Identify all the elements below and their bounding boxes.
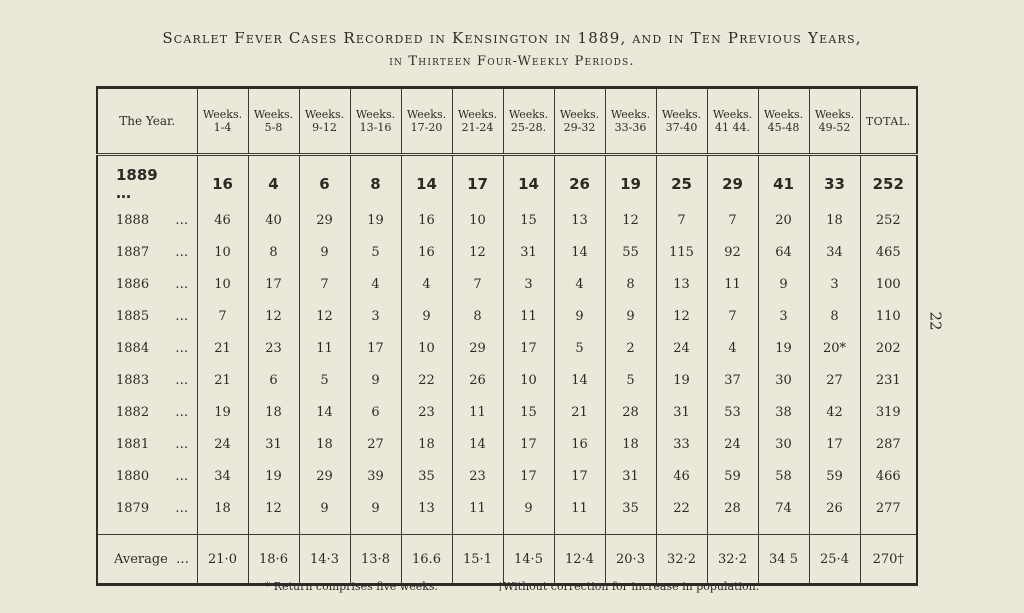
value-cell: 19 <box>350 204 401 236</box>
value-cell: 19 <box>197 396 248 428</box>
value-cell: 17 <box>554 460 605 492</box>
value-cell: 10 <box>452 204 503 236</box>
value-cell: 16 <box>197 155 248 205</box>
leader-dots: … <box>171 551 190 567</box>
header-period <box>248 88 299 155</box>
value-cell: 4 <box>350 268 401 300</box>
year-label: 1888 <box>116 212 150 228</box>
table-row <box>97 396 917 428</box>
value-cell: 37 <box>707 364 758 396</box>
header-period-range: 1-4 <box>213 121 232 134</box>
value-cell: 4 <box>248 155 299 205</box>
value-cell: 31 <box>503 236 554 268</box>
value-cell: 15·1 <box>452 535 503 585</box>
value-cell: 14 <box>554 236 605 268</box>
value-cell: 11 <box>707 268 758 300</box>
value-cell: 17 <box>809 428 860 460</box>
header-period-range: 33-36 <box>614 121 647 134</box>
value-cell: 4 <box>401 268 452 300</box>
value-cell: 53 <box>707 396 758 428</box>
value-cell: 17 <box>503 460 554 492</box>
table-row <box>97 204 917 236</box>
total-cell: 277 <box>860 492 917 535</box>
value-cell: 8 <box>809 300 860 332</box>
table-row <box>97 300 917 332</box>
value-cell: 8 <box>350 155 401 205</box>
year-cell <box>97 396 197 428</box>
value-cell: 74 <box>758 492 809 535</box>
value-cell: 12 <box>248 492 299 535</box>
table-title: Scarlet Fever Cases Recorded in Kensington in 1889, and in Ten Previous Years, <box>162 29 862 47</box>
value-cell: 38 <box>758 396 809 428</box>
total-cell: 252 <box>860 155 917 205</box>
value-cell: 29 <box>452 332 503 364</box>
year-label: 1886 <box>116 276 150 292</box>
year-cell <box>97 204 197 236</box>
year-cell <box>97 268 197 300</box>
leader-dots: … <box>171 308 189 324</box>
value-cell: 12 <box>605 204 656 236</box>
total-cell: 466 <box>860 460 917 492</box>
value-cell: 9 <box>605 300 656 332</box>
header-total: TOTAL. <box>860 88 917 155</box>
value-cell: 9 <box>299 492 350 535</box>
header-weeks-label: Weeks. <box>814 108 855 121</box>
leader-dots: … <box>171 404 189 420</box>
header-period-range: 13-16 <box>359 121 392 134</box>
header-period-range: 49-52 <box>818 121 851 134</box>
leader-dots: … <box>171 276 189 292</box>
value-cell: 46 <box>197 204 248 236</box>
value-cell: 21 <box>554 396 605 428</box>
value-cell: 20 <box>758 204 809 236</box>
value-cell: 31 <box>656 396 707 428</box>
value-cell: 30 <box>758 364 809 396</box>
value-cell: 12 <box>656 300 707 332</box>
value-cell: 23 <box>452 460 503 492</box>
value-cell: 29 <box>299 204 350 236</box>
header-period <box>503 88 554 155</box>
value-cell: 24 <box>197 428 248 460</box>
table-subtitle: in Thirteen Four-Weekly Periods. <box>389 54 635 69</box>
leader-dots: … <box>171 212 189 228</box>
header-weeks-label: Weeks. <box>559 108 600 121</box>
average-row <box>97 535 917 585</box>
table-row <box>97 428 917 460</box>
value-cell: 10 <box>197 268 248 300</box>
value-cell: 40 <box>248 204 299 236</box>
table-row <box>97 268 917 300</box>
year-cell <box>97 236 197 268</box>
value-cell: 17 <box>503 428 554 460</box>
header-period <box>605 88 656 155</box>
value-cell: 42 <box>809 396 860 428</box>
value-cell: 18 <box>605 428 656 460</box>
total-cell: 270† <box>860 535 917 585</box>
value-cell: 25·4 <box>809 535 860 585</box>
value-cell: 55 <box>605 236 656 268</box>
value-cell: 11 <box>554 492 605 535</box>
value-cell: 5 <box>299 364 350 396</box>
total-cell: 100 <box>860 268 917 300</box>
value-cell: 6 <box>299 155 350 205</box>
value-cell: 41 <box>758 155 809 205</box>
value-cell: 12·4 <box>554 535 605 585</box>
value-cell: 17 <box>350 332 401 364</box>
value-cell: 15 <box>503 396 554 428</box>
leader-dots: … <box>171 244 189 260</box>
total-cell: 110 <box>860 300 917 332</box>
value-cell: 33 <box>809 155 860 205</box>
year-cell <box>97 364 197 396</box>
header-period-range: 29-32 <box>563 121 596 134</box>
header-period-range: 41 44. <box>715 121 750 134</box>
value-cell: 13 <box>656 268 707 300</box>
value-cell: 26 <box>452 364 503 396</box>
value-cell: 32·2 <box>656 535 707 585</box>
header-weeks-label: Weeks. <box>202 108 243 121</box>
total-cell: 202 <box>860 332 917 364</box>
value-cell: 16 <box>554 428 605 460</box>
header-period <box>656 88 707 155</box>
value-cell: 16.6 <box>401 535 452 585</box>
value-cell: 18 <box>197 492 248 535</box>
value-cell: 3 <box>503 268 554 300</box>
value-cell: 13·8 <box>350 535 401 585</box>
header-weeks-label: Weeks. <box>253 108 294 121</box>
value-cell: 7 <box>299 268 350 300</box>
value-cell: 27 <box>809 364 860 396</box>
header-weeks-label: Weeks. <box>304 108 345 121</box>
value-cell: 28 <box>605 396 656 428</box>
value-cell: 17 <box>503 332 554 364</box>
header-period-range: 45-48 <box>767 121 800 134</box>
year-cell <box>97 300 197 332</box>
value-cell: 14·3 <box>299 535 350 585</box>
value-cell: 23 <box>401 396 452 428</box>
value-cell: 3 <box>758 300 809 332</box>
header-period <box>197 88 248 155</box>
leader-dots: … <box>171 436 189 452</box>
value-cell: 9 <box>758 268 809 300</box>
value-cell: 58 <box>758 460 809 492</box>
value-cell: 17 <box>452 155 503 205</box>
header-year: The Year. <box>97 88 197 155</box>
value-cell: 3 <box>350 300 401 332</box>
value-cell: 10 <box>503 364 554 396</box>
header-period <box>350 88 401 155</box>
year-label: 1880 <box>116 468 150 484</box>
value-cell: 25 <box>656 155 707 205</box>
header-weeks-label: Weeks. <box>355 108 396 121</box>
header-weeks-label: Weeks. <box>661 108 702 121</box>
value-cell: 16 <box>401 204 452 236</box>
table-row <box>97 492 917 535</box>
value-cell: 20·3 <box>605 535 656 585</box>
leader-dots: … <box>171 340 189 356</box>
footnote-dagger: †Without correction for increase in population. <box>497 580 760 593</box>
header-period <box>707 88 758 155</box>
value-cell: 8 <box>248 236 299 268</box>
value-cell: 34 <box>809 236 860 268</box>
header-period-range: 25-28. <box>510 121 547 134</box>
value-cell: 28 <box>707 492 758 535</box>
table-row <box>97 460 917 492</box>
year-label: Average <box>114 551 168 567</box>
table-row <box>97 332 917 364</box>
header-weeks-label: Weeks. <box>712 108 753 121</box>
value-cell: 5 <box>554 332 605 364</box>
value-cell: 14 <box>299 396 350 428</box>
value-cell: 3 <box>809 268 860 300</box>
value-cell: 18 <box>248 396 299 428</box>
value-cell: 18·6 <box>248 535 299 585</box>
header-period <box>299 88 350 155</box>
value-cell: 11 <box>452 396 503 428</box>
value-cell: 8 <box>605 268 656 300</box>
value-cell: 14 <box>401 155 452 205</box>
value-cell: 12 <box>248 300 299 332</box>
value-cell: 13 <box>401 492 452 535</box>
year-cell <box>97 460 197 492</box>
header-period <box>809 88 860 155</box>
value-cell: 10 <box>197 236 248 268</box>
value-cell: 7 <box>197 300 248 332</box>
value-cell: 5 <box>605 364 656 396</box>
value-cell: 10 <box>401 332 452 364</box>
value-cell: 14 <box>554 364 605 396</box>
value-cell: 4 <box>707 332 758 364</box>
total-cell: 319 <box>860 396 917 428</box>
value-cell: 31 <box>248 428 299 460</box>
header-period <box>554 88 605 155</box>
header-weeks-label: Weeks. <box>406 108 447 121</box>
value-cell: 23 <box>248 332 299 364</box>
table-row <box>97 155 917 205</box>
year-label: 1884 <box>116 340 150 356</box>
year-cell <box>97 332 197 364</box>
page-number: 22 <box>926 311 945 331</box>
leader-dots: … <box>171 500 189 516</box>
value-cell: 30 <box>758 428 809 460</box>
value-cell: 29 <box>707 155 758 205</box>
value-cell: 14·5 <box>503 535 554 585</box>
value-cell: 32·2 <box>707 535 758 585</box>
value-cell: 59 <box>809 460 860 492</box>
leader-dots: … <box>116 184 131 202</box>
value-cell: 115 <box>656 236 707 268</box>
value-cell: 5 <box>350 236 401 268</box>
year-cell <box>97 492 197 535</box>
value-cell: 24 <box>656 332 707 364</box>
year-label: 1889 <box>116 166 158 184</box>
header-period <box>452 88 503 155</box>
value-cell: 18 <box>401 428 452 460</box>
value-cell: 39 <box>350 460 401 492</box>
footnotes <box>0 580 1024 593</box>
header-weeks-label: Weeks. <box>763 108 804 121</box>
value-cell: 6 <box>350 396 401 428</box>
value-cell: 6 <box>248 364 299 396</box>
value-cell: 21 <box>197 332 248 364</box>
scarlet-fever-table <box>96 86 918 586</box>
value-cell: 92 <box>707 236 758 268</box>
value-cell: 19 <box>758 332 809 364</box>
value-cell: 15 <box>503 204 554 236</box>
value-cell: 26 <box>809 492 860 535</box>
value-cell: 64 <box>758 236 809 268</box>
year-label: 1885 <box>116 308 150 324</box>
value-cell: 11 <box>503 300 554 332</box>
value-cell: 8 <box>452 300 503 332</box>
value-cell: 9 <box>350 364 401 396</box>
value-cell: 22 <box>401 364 452 396</box>
value-cell: 18 <box>299 428 350 460</box>
header-period-range: 5-8 <box>264 121 283 134</box>
header-period-range: 37-40 <box>665 121 698 134</box>
value-cell: 19 <box>656 364 707 396</box>
year-label: 1887 <box>116 244 150 260</box>
value-cell: 12 <box>299 300 350 332</box>
total-cell: 252 <box>860 204 917 236</box>
value-cell: 21 <box>197 364 248 396</box>
value-cell: 7 <box>707 204 758 236</box>
header-period-range: 21-24 <box>461 121 494 134</box>
header-weeks-label: Weeks. <box>610 108 651 121</box>
value-cell: 27 <box>350 428 401 460</box>
value-cell: 18 <box>809 204 860 236</box>
year-cell <box>97 155 197 205</box>
value-cell: 17 <box>248 268 299 300</box>
header-period <box>758 88 809 155</box>
value-cell: 26 <box>554 155 605 205</box>
value-cell: 21·0 <box>197 535 248 585</box>
value-cell: 16 <box>401 236 452 268</box>
value-cell: 7 <box>707 300 758 332</box>
value-cell: 12 <box>452 236 503 268</box>
value-cell: 19 <box>248 460 299 492</box>
value-cell: 9 <box>401 300 452 332</box>
value-cell: 59 <box>707 460 758 492</box>
value-cell: 29 <box>299 460 350 492</box>
value-cell: 13 <box>554 204 605 236</box>
value-cell: 9 <box>299 236 350 268</box>
year-label: 1879 <box>116 500 150 516</box>
value-cell: 31 <box>605 460 656 492</box>
total-cell: 465 <box>860 236 917 268</box>
table-row <box>97 364 917 396</box>
header-weeks-label: Weeks. <box>457 108 498 121</box>
header-weeks-label: Weeks. <box>508 108 549 121</box>
header-period-range: 9-12 <box>312 121 337 134</box>
value-cell: 34 <box>197 460 248 492</box>
value-cell: 4 <box>554 268 605 300</box>
value-cell: 34 5 <box>758 535 809 585</box>
year-label: 1881 <box>116 436 150 452</box>
value-cell: 20* <box>809 332 860 364</box>
value-cell: 24 <box>707 428 758 460</box>
year-cell <box>97 535 197 585</box>
value-cell: 35 <box>605 492 656 535</box>
header-period <box>401 88 452 155</box>
value-cell: 11 <box>452 492 503 535</box>
value-cell: 9 <box>350 492 401 535</box>
total-cell: 231 <box>860 364 917 396</box>
value-cell: 19 <box>605 155 656 205</box>
year-label: 1882 <box>116 404 150 420</box>
leader-dots: … <box>171 372 189 388</box>
value-cell: 7 <box>452 268 503 300</box>
value-cell: 9 <box>503 492 554 535</box>
value-cell: 7 <box>656 204 707 236</box>
leader-dots: … <box>171 468 189 484</box>
value-cell: 11 <box>299 332 350 364</box>
value-cell: 14 <box>503 155 554 205</box>
header-row <box>97 88 917 155</box>
value-cell: 46 <box>656 460 707 492</box>
value-cell: 9 <box>554 300 605 332</box>
value-cell: 2 <box>605 332 656 364</box>
year-cell <box>97 428 197 460</box>
value-cell: 22 <box>656 492 707 535</box>
total-cell: 287 <box>860 428 917 460</box>
table-row <box>97 236 917 268</box>
value-cell: 35 <box>401 460 452 492</box>
header-period-range: 17-20 <box>410 121 443 134</box>
value-cell: 14 <box>452 428 503 460</box>
value-cell: 33 <box>656 428 707 460</box>
footnote-star: * Return comprises five weeks. <box>264 580 439 593</box>
year-label: 1883 <box>116 372 150 388</box>
